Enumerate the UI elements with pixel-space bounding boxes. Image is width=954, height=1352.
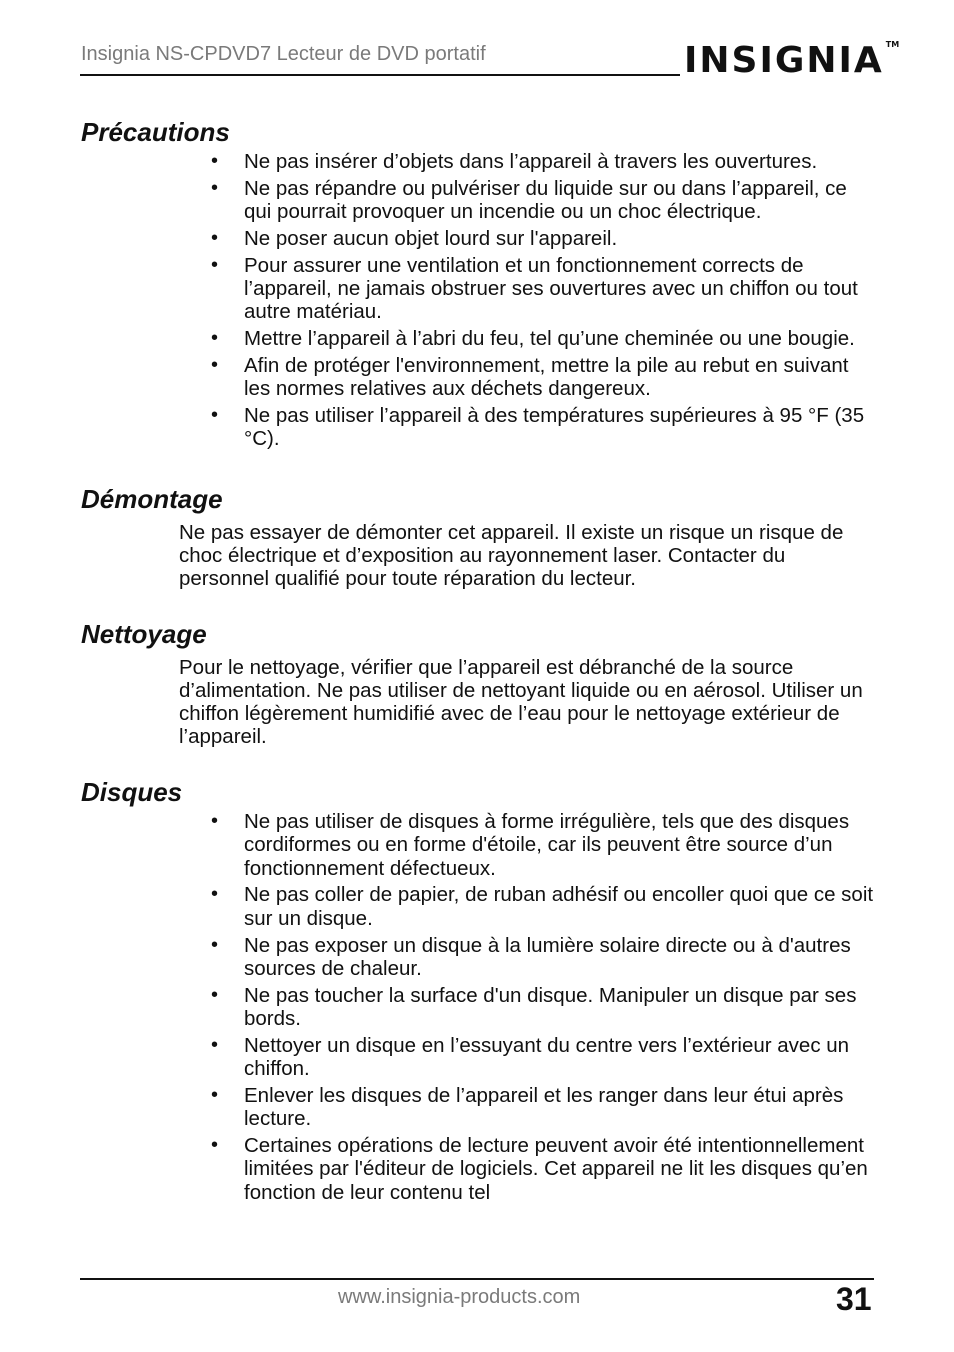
list-item-text: Ne pas insérer d’objets dans l’appareil à travers les ouvertures.	[244, 150, 818, 173]
list-item-text: Mettre l’appareil à l’abri du feu, tel qu’une cheminée ou une bougie.	[244, 327, 855, 351]
nettoyage-paragraph: Pour le nettoyage, vérifier que l’appareil est débranché de la source d’alimentation. Ne pas utiliser de nettoyant liquide ou en aérosol. Utiliser un chiffon légèrement humidifié avec de l’eau pour le nettoyage extérieur de l’appareil.	[179, 656, 863, 749]
bullet-icon: •	[211, 403, 219, 426]
list-item-text: Ne pas coller de papier, de ruban adhésif ou encoller quoi que ce soit sur un disque.	[244, 883, 874, 930]
logo-text: INSIGNIA	[684, 40, 884, 81]
list-item	[211, 883, 876, 930]
bullet-icon: •	[211, 226, 219, 249]
bullet-icon: •	[211, 810, 219, 833]
list-item-text: Ne pas répandre ou pulvériser du liquide sur ou dans l’appareil, ce qui pourrait provoquer un incendie ou un choc électrique.	[244, 176, 847, 224]
bullet-icon: •	[211, 983, 219, 1006]
section-nettoyage	[0, 616, 954, 748]
insignia-logo	[684, 40, 899, 81]
section-precautions	[0, 114, 954, 451]
page-content	[0, 114, 954, 1207]
header-rule	[80, 74, 680, 76]
bullet-icon: •	[211, 327, 219, 350]
list-item	[211, 403, 876, 451]
footer-url: www.insignia-products.com	[338, 1286, 581, 1308]
disques-list	[0, 810, 954, 1204]
section-heading-demontage: Démontage	[81, 484, 223, 515]
section-heading-precautions: Précautions	[81, 117, 230, 147]
list-item	[211, 983, 876, 1031]
bullet-icon: •	[211, 1133, 219, 1156]
running-header-title: Insignia NS-CPDVD7 Lecteur de DVD portatif	[81, 43, 486, 65]
list-item	[211, 176, 876, 224]
list-item	[211, 1033, 876, 1081]
footer-rule	[80, 1278, 874, 1280]
list-item	[211, 933, 876, 981]
bullet-icon: •	[211, 933, 219, 956]
list-item-text: Ne pas utiliser de disques à forme irrégulière, tels que des disques cordiformes ou en forme d'étoile, car ils peuvent être source d’un fonctionnement défectueux.	[244, 810, 850, 880]
logo-trademark: TM	[885, 40, 900, 49]
list-item	[211, 353, 876, 401]
section-demontage	[0, 481, 954, 590]
list-item	[211, 253, 876, 324]
bullet-icon: •	[211, 1083, 219, 1106]
bullet-icon: •	[211, 150, 219, 172]
list-item-text: Afin de protéger l'environnement, mettre la pile au rebut en suivant les normes relatives aux déchets dangereux.	[244, 353, 849, 401]
list-item	[211, 327, 876, 351]
list-item-text: Ne poser aucun objet lourd sur l'appareil.	[244, 226, 618, 250]
list-item-text: Enlever les disques de l’appareil et les ranger dans leur étui après lecture.	[244, 1083, 844, 1131]
page-number: 31	[836, 1281, 872, 1317]
list-item	[211, 1083, 876, 1131]
section-disques	[0, 774, 954, 1204]
list-item	[211, 150, 876, 173]
precautions-list	[0, 150, 954, 451]
section-heading-disques: Disques	[81, 777, 183, 808]
bullet-icon: •	[211, 353, 219, 376]
list-item-text: Ne pas utiliser l’appareil à des températures supérieures à 95 °F (35 °C).	[244, 403, 865, 451]
list-item-text: Pour assurer une ventilation et un fonctionnement corrects de l’appareil, ne jamais obstruer ses ouvertures avec un chiffon ou tout autre matériau.	[244, 253, 858, 324]
bullet-icon: •	[211, 176, 219, 199]
list-item-text: Ne pas exposer un disque à la lumière solaire directe ou à d'autres sources de chaleur.	[244, 933, 851, 980]
bullet-icon: •	[211, 883, 219, 906]
demontage-paragraph: Ne pas essayer de démonter cet appareil. Il existe un risque un risque de choc électrique et d’exposition au rayonnement laser. Contacter du personnel qualifié pour toute réparation du lecteur.	[179, 521, 844, 591]
list-item	[211, 810, 876, 880]
list-item	[211, 1133, 876, 1204]
section-heading-nettoyage: Nettoyage	[81, 619, 207, 650]
bullet-icon: •	[211, 253, 219, 276]
list-item	[211, 226, 876, 250]
list-item-text: Certaines opérations de lecture peuvent avoir été intentionnellement limitées par l'éditeur de logiciels. Cet appareil ne lit les disques qu’en fonction de leur contenu tel	[244, 1133, 868, 1204]
bullet-icon: •	[211, 1033, 219, 1056]
list-item-text: Ne pas toucher la surface d'un disque. Manipuler un disque par ses bords.	[244, 983, 857, 1030]
list-item-text: Nettoyer un disque en l’essuyant du centre vers l’extérieur avec un chiffon.	[244, 1033, 850, 1081]
